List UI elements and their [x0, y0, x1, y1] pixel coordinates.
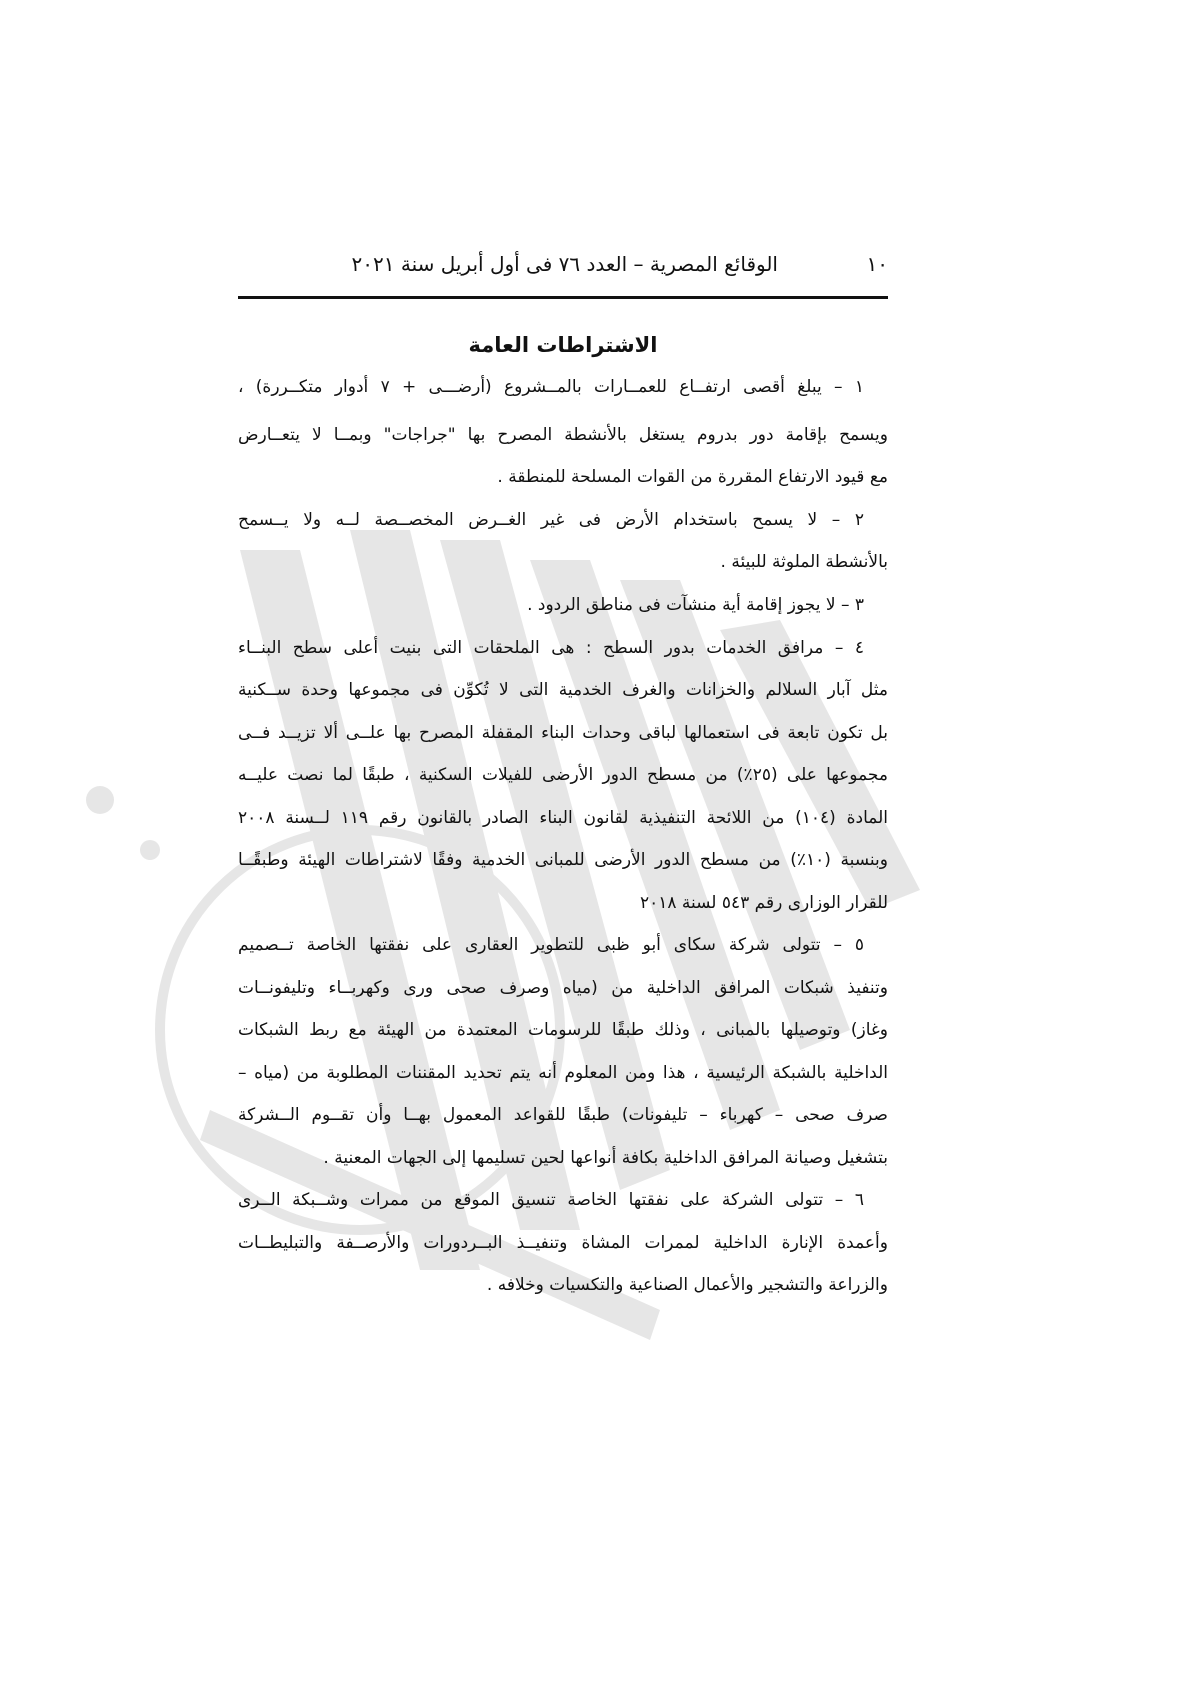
text-line: وتنفيذ شبكات المرافق الداخلية من (مياه وصرف صحى ورى وكهربــاء وتليفونــات [238, 978, 888, 998]
text-line: ويسمح بإقامة دور بدروم يستغل بالأنشطة المصرح بها "جراجات" وبمــا لا يتعــارض [238, 425, 888, 445]
text-line: وغاز) وتوصيلها بالمبانى ، وذلك طبقًا للرسومات المعتمدة من الهيئة مع ربط الشبكات [238, 1020, 888, 1040]
header-divider [238, 296, 888, 299]
text-line: للقرار الوزارى رقم ٥٤٣ لسنة ٢٠١٨ [639, 893, 888, 913]
gazette-issue-title: الوقائع المصرية – العدد ٧٦ فى أول أبريل سنة ٢٠٢١ [351, 252, 778, 276]
text-line: ٣ – لا يجوز إقامة أية منشآت فى مناطق الردود . [527, 595, 864, 615]
text-line: وأعمدة الإنارة الداخلية لممرات المشاة وتنفيــذ البــردورات والأرصــفة والتبليطــات [238, 1233, 888, 1253]
text-line: ٥ – تتولى شركة سكاى أبو ظبى للتطوير العقارى على نفقتها الخاصة تــصميم [238, 935, 864, 955]
text-line: بل تكون تابعة فى استعمالها لباقى وحدات البناء المقفلة المصرح بها علــى ألا تزيــد فــى [238, 723, 888, 743]
text-line: مع قيود الارتفاع المقررة من القوات المسلحة للمنطقة . [497, 467, 888, 487]
text-line: صرف صحى – كهرباء – تليفونات) طبقًا للقواعد المعمول بهــا وأن تقــوم الــشركة [238, 1105, 888, 1125]
text-line: الداخلية بالشبكة الرئيسية ، هذا ومن المعلوم أنه يتم تحديد المقننات المطلوبة من (مياه – [238, 1063, 888, 1083]
text-line: وبنسبة (١٠٪) من مسطح الدور الأرضى للمبانى الخدمية وفقًا لاشتراطات الهيئة وطبقًــا [238, 850, 888, 870]
section-title: الاشتراطات العامة [468, 333, 658, 357]
text-line: المادة (١٠٤) من اللائحة التنفيذية لقانون البناء الصادر بالقانون رقم ١١٩ لــسنة ٢٠٠٨ [238, 808, 888, 828]
page-number: ١٠ [866, 252, 888, 276]
text-line: والزراعة والتشجير والأعمال الصناعية والتكسيات وخلافه . [486, 1275, 888, 1295]
text-line: مجموعها على (٢٥٪) من مسطح الدور الأرضى للفيلات السكنية ، طبقًا لما نصت عليــه [238, 765, 888, 785]
text-line: بتشغيل وصيانة المرافق الداخلية بكافة أنواعها لحين تسليمها إلى الجهات المعنية . [323, 1148, 888, 1168]
text-line: ٦ – تتولى الشركة على نفقتها الخاصة تنسيق الموقع من ممرات وشــبكة الــرى [238, 1190, 864, 1210]
text-line: مثل آبار السلالم والخزانات والغرف الخدمية التى لا تُكوِّن فى مجموعها وحدة ســكنية [238, 680, 888, 700]
text-line: ١ – يبلغ أقصى ارتفــاع للعمــارات بالمــشروع (أرضـــى + ٧ أدوار متكــررة) ، [238, 377, 864, 397]
text-line: بالأنشطة الملوثة للبيئة . [720, 552, 888, 572]
text-line: ٤ – مرافق الخدمات بدور السطح : هى الملحقات التى بنيت أعلى سطح البنــاء [238, 638, 864, 658]
text-line: ٢ – لا يسمح باستخدام الأرض فى غير الغــرض المخصــصة لــه ولا يــسمح [238, 510, 864, 530]
page-header [238, 252, 888, 288]
